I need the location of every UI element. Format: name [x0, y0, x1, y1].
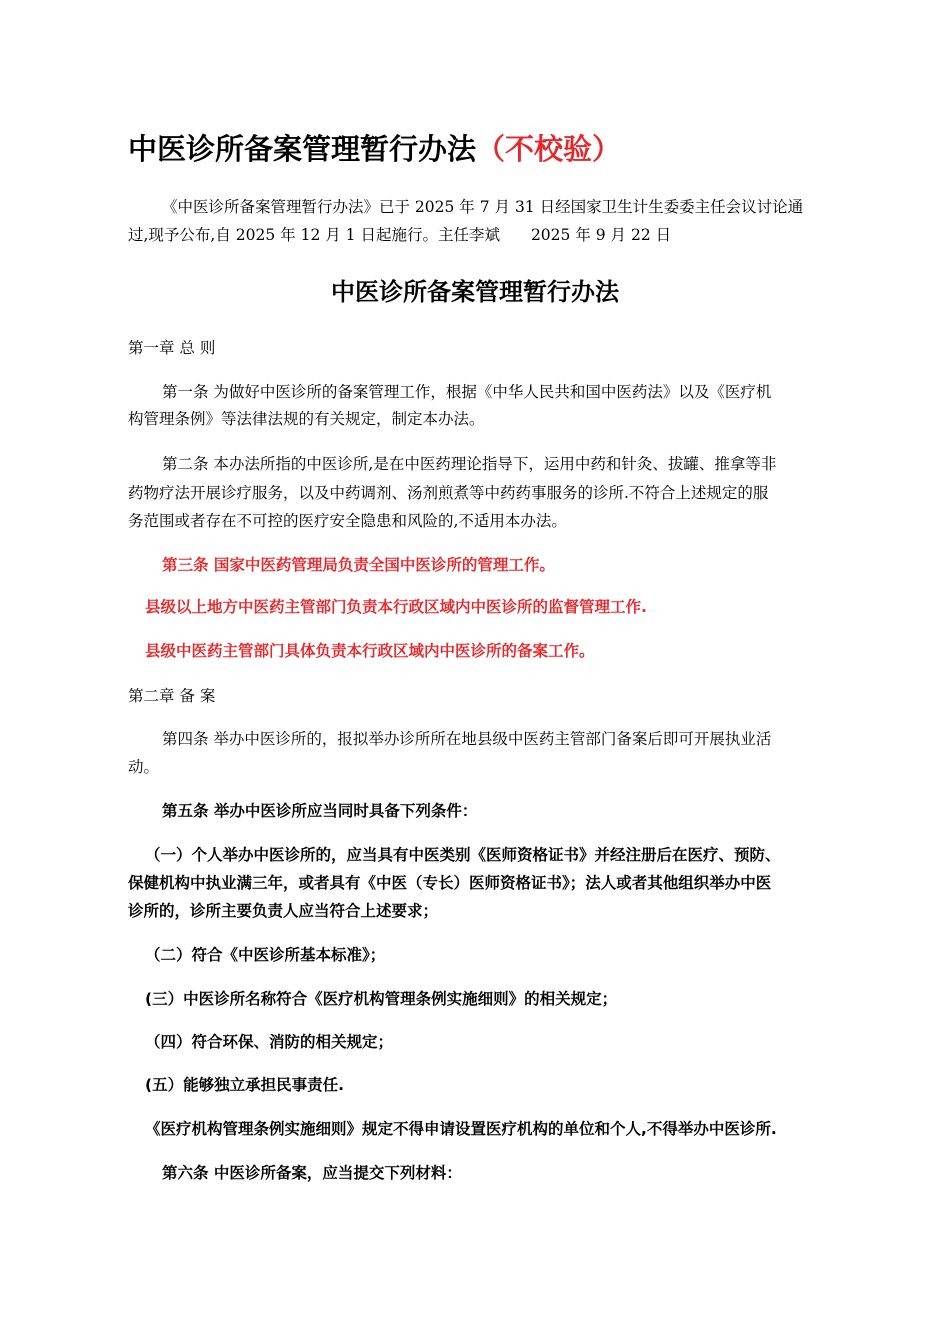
- article-2-line-3: 务范围或者存在不可控的医疗安全隐患和风险的,不适用本办法。: [128, 512, 567, 530]
- article-5-item-1-line-1: （一）个人举办中医诊所的，应当具有中医类别《医师资格证书》并经注册后在医疗、预防、: [145, 846, 781, 864]
- article-2-line-1: 第二条 本办法所指的中医诊所,是在中医药理论指导下，运用中药和针灸、拔罐、推拿等非: [162, 455, 777, 473]
- chapter-2-heading: 第二章 备 案: [128, 687, 216, 705]
- article-5-item-1-line-3: 诊所的，诊所主要负责人应当符合上述要求；: [128, 902, 439, 920]
- article-1-line-1: 第一条 为做好中医诊所的备案管理工作，根据《中华人民共和国中医药法》以及《医疗机: [162, 383, 772, 401]
- article-1-line-2: 构管理条例》等法律法规的有关规定，制定本办法。: [128, 410, 485, 428]
- article-5-item-1-line-2: 保健机构中执业满三年，或者具有《中医（专长）医师资格证书》；法人或者其他组织举办中医: [128, 874, 772, 892]
- article-5-item-4: （四）符合环保、消防的相关规定；: [145, 1033, 394, 1051]
- article-5-item-5: (五）能够独立承担民事责任.: [145, 1076, 344, 1094]
- article-5-item-2: （二）符合《中医诊所基本标准》；: [145, 946, 386, 964]
- article-3-line-2: 县级以上地方中医药主管部门负责本行政区域内中医诊所的监督管理工作.: [145, 598, 647, 616]
- page-header-title: [128, 131, 621, 167]
- article-5-line-1: 第五条 举办中医诊所应当同时具备下列条件：: [162, 802, 478, 820]
- article-4-line-2: 动。: [128, 758, 160, 776]
- header-title-note: （不校验）: [476, 132, 622, 166]
- document-title: 中医诊所备案管理暂行办法: [331, 278, 619, 306]
- intro-line-1: 《中医诊所备案管理暂行办法》已于 2025 年 7 月 31 日经国家卫生计生委委主任会议讨论通: [162, 198, 804, 216]
- article-2-line-2: 药物疗法开展诊疗服务，以及中药调剂、汤剂煎煮等中药药事服务的诊所.不符合上述规定的服: [128, 484, 769, 502]
- intro-line-2: 过,现予公布,自 2025 年 12 月 1 日起施行。主任李斌 2025 年 9 月 22 日: [128, 226, 672, 244]
- header-title-main: 中医诊所备案管理暂行办法: [128, 132, 477, 166]
- article-4-line-1: 第四条 举办中医诊所的，报拟举办诊所所在地县级中医药主管部门备案后即可开展执业活: [162, 730, 772, 748]
- article-5-note: 《医疗机构管理条例实施细则》规定不得申请设置医疗机构的单位和个人,不得举办中医诊所.: [145, 1120, 777, 1138]
- article-3-line-1: 第三条 国家中医药管理局负责全国中医诊所的管理工作。: [162, 556, 555, 574]
- chapter-1-heading: 第一章 总 则: [128, 339, 216, 357]
- article-6-line-1: 第六条 中医诊所备案，应当提交下列材料：: [162, 1164, 462, 1182]
- article-3-line-3: 县级中医药主管部门具体负责本行政区域内中医诊所的备案工作。: [145, 642, 595, 660]
- article-5-item-3: (三）中医诊所名称符合《医疗机构管理条例实施细则》的相关规定；: [145, 990, 618, 1008]
